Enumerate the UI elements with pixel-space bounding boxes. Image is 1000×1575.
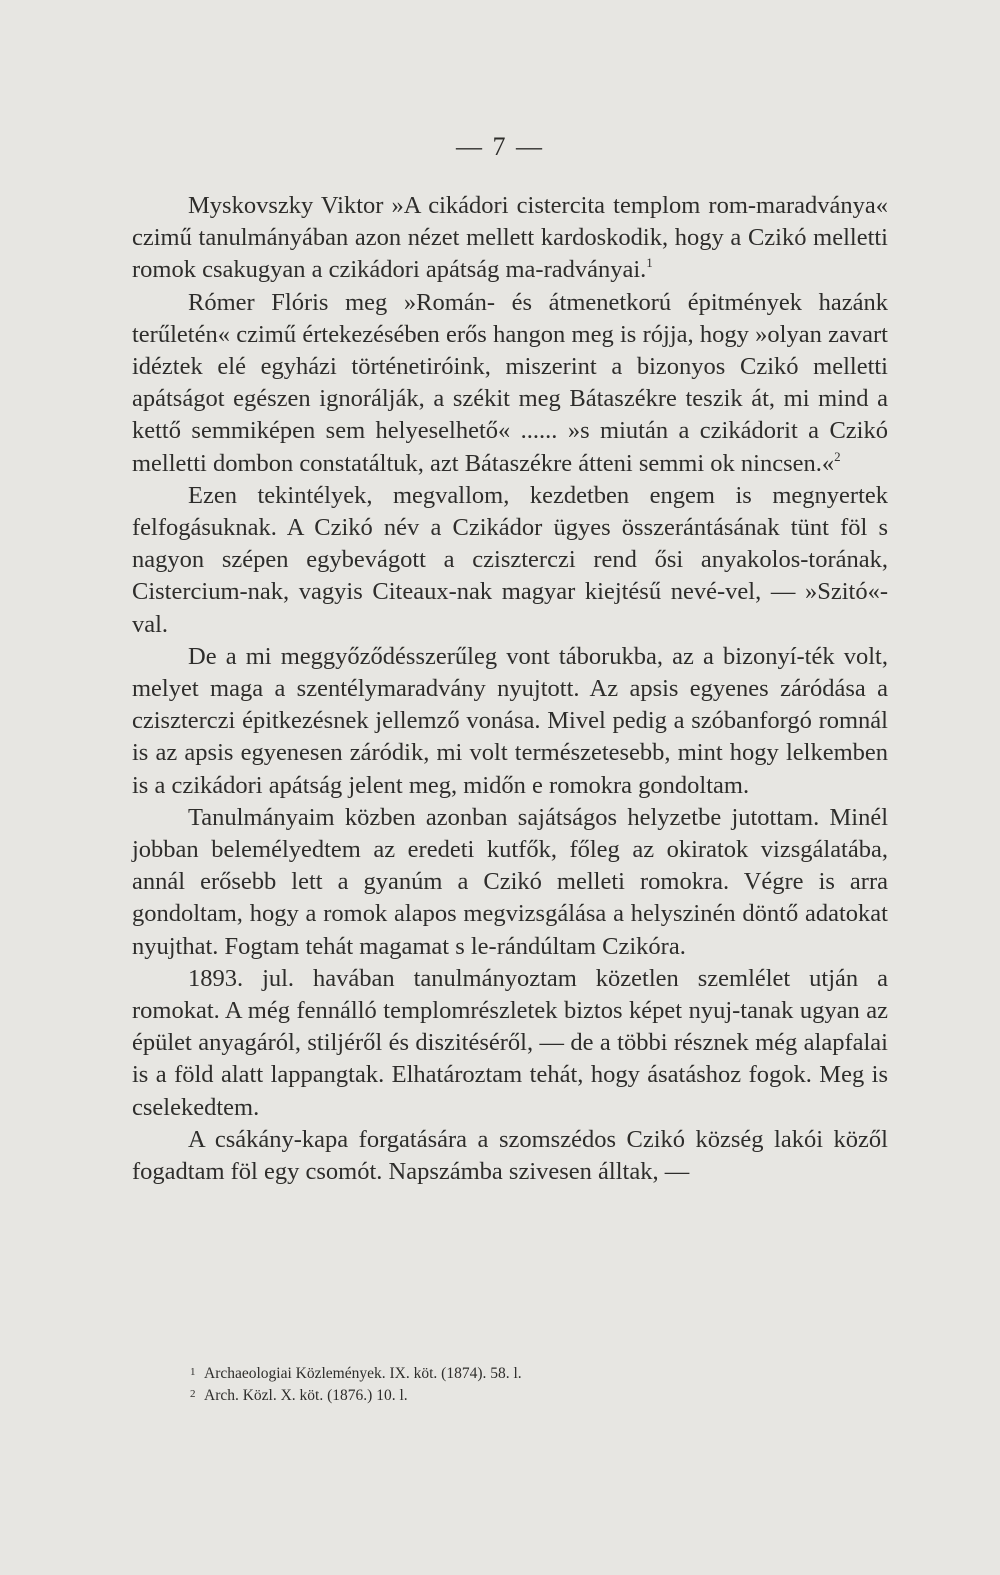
paragraph-text: De a mi meggyőződésszerűleg vont táborukba, az a bizonyí-ték volt, melyet maga a szentélymaradvány nyujtott. Az apsis egyenes záródása a cziszterczi épitkezésnek jellemző vonása. Mivel pedig a szóbanforgó romnál is az apsis egyenesen záródik, mi volt természetesebb, mint hogy lelkemben is a czikádori apátság jelent meg, midőn e romokra gondoltam. <box>132 642 888 799</box>
footnotes <box>190 1362 830 1406</box>
paragraph-text: A csákány-kapa forgatására a szomszédos Czikó község lakói közől fogadtam föl egy csomót. Napszámba szivesen álltak, — <box>132 1125 888 1186</box>
page-number: — 7 — <box>456 132 544 161</box>
footnote-text: Archaeologiai Közlemények. IX. köt. (1874). 58. l. <box>204 1365 522 1382</box>
paragraph <box>132 287 888 480</box>
footnote <box>190 1362 830 1384</box>
footnote-reference: 2 <box>834 448 841 464</box>
paragraph-text: Ezen tekintélyek, megvallom, kezdetben engem is megnyertek felfogásuknak. A Czikó név a Czikádor ügyes összerántásának tünt föl s nagyon szépen egybevágott a cziszterczi rend ősi anyakolos-torának, Cistercium-nak, vagyis Citeaux-nak magyar kiejtésű nevé-vel, — »Szitó«-val. <box>132 481 888 638</box>
paragraph <box>132 963 888 1124</box>
paragraph-text: Myskovszky Viktor »A cikádori cistercita templom rom-maradványa« czimű tanulmányában azon nézet mellett kardoskodik, hogy a Czikó melletti romok csakugyan a czikádori apátság ma-radványai. <box>132 192 888 284</box>
footnote-reference: 1 <box>646 255 653 271</box>
paragraph <box>132 802 888 963</box>
paragraph <box>132 190 888 287</box>
body-text <box>132 190 888 1188</box>
paragraph <box>132 641 888 802</box>
footnote-mark: 2 <box>190 1388 196 1400</box>
footnote <box>190 1384 830 1406</box>
paragraph-text: 1893. jul. havában tanulmányoztam közetlen szemlélet utján a romokat. A még fennálló templomrészletek biztos képet nyuj-tanak ugyan az épület anyagáról, stiljéről és diszitéséről, — de a többi résznek még alapfalai is a föld alatt lappangtak. Elhatároztam tehát, hogy ásatáshoz fogok. Meg is cselekedtem. <box>132 964 888 1121</box>
footnote-text: Arch. Közl. X. köt. (1876.) 10. l. <box>204 1387 408 1404</box>
paragraph <box>132 480 888 641</box>
paragraph <box>132 1124 888 1188</box>
footnote-mark: 1 <box>190 1366 196 1378</box>
paragraph-text: Rómer Flóris meg »Román- és átmenetkorú épitmények hazánk terűletén« czimű értekezésében erős hangon meg is rójja, hogy »olyan zavart idéztek elé egyházi történetiróink, miszerint a bizonyos Czikó melletti apátságot egészen ignorálják, a székit meg Bátaszékre teszik át, mi mind a kettő semmiképen sem helyeselhető« ...... »s miután a czikádorit a Czikó melletti dombon constatáltuk, azt Bátaszékre átteni semmi ok nincsen.« <box>132 288 888 477</box>
paragraph-text: Tanulmányaim közben azonban sajátságos helyzetbe jutottam. Minél jobban belemélyedtem az eredeti kutfők, főleg az okiratok vizsgálatába, annál erősebb lett a gyanúm a Czikó melleti romokra. Végre is arra gondoltam, hogy a romok alapos megvizsgálása a helyszinén döntő adatokat nyujthat. Fogtam tehát magamat s le-rándúltam Czikóra. <box>132 803 888 960</box>
